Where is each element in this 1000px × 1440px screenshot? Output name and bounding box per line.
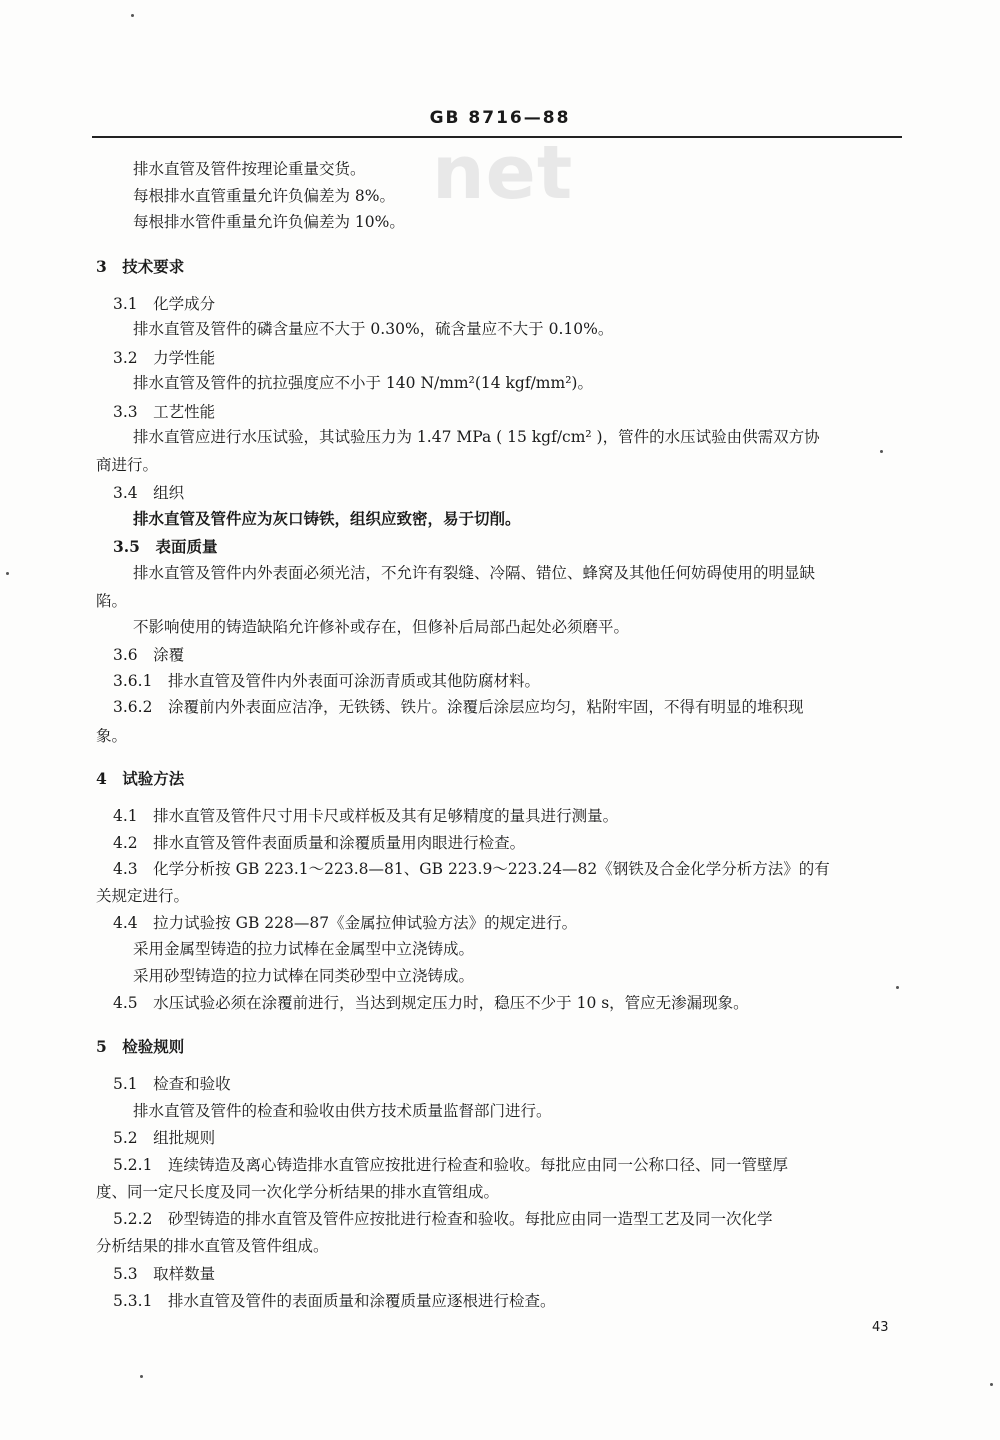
paragraph: 排水直管应进行水压试验，其试验压力为 1.47 MPa ( 15 kgf/cm² )，管件的水压试验由供需双方协: [133, 428, 820, 446]
paragraph-continuation: 度、同一定尺长度及同一次化学分析结果的排水直管组成。: [96, 1183, 500, 1201]
clause-4-3: 4.3 化学分析按 GB 223.1～223.8—81、GB 223.9～223.24—82《钢铁及合金化学分析方法》的有: [113, 860, 830, 878]
paragraph: 排水直管及管件应为灰口铸铁，组织应致密，易于切削。: [133, 509, 521, 528]
standard-code-header: GB 8716—88: [429, 108, 571, 128]
paragraph-continuation: 分析结果的排水直管及管件组成。: [96, 1237, 329, 1255]
paragraph: 排水直管及管件内外表面必须光洁，不允许有裂缝、冷隔、错位、蜂窝及其他任何妨碍使用的明显缺: [133, 564, 816, 582]
section-heading-3: 3 技术要求: [96, 257, 185, 276]
clause-3-6-1: 3.6.1 排水直管及管件内外表面可涂沥青质或其他防腐材料。: [113, 672, 540, 690]
watermark: net: [432, 130, 574, 216]
scan-speck: [140, 1375, 143, 1378]
subsection-heading-5-2: 5.2 组批规则: [113, 1129, 216, 1147]
scan-speck: [6, 572, 9, 575]
section-heading-4: 4 试验方法: [96, 769, 185, 788]
paragraph: 采用砂型铸造的拉力试棒在同类砂型中立浇铸成。: [133, 967, 475, 985]
paragraph: 排水直管及管件按理论重量交货。: [133, 160, 366, 178]
paragraph-continuation: 关规定进行。: [96, 887, 190, 905]
section-heading-5: 5 检验规则: [96, 1037, 185, 1056]
subsection-heading-3-5: 3.5 表面质量: [113, 537, 218, 556]
clause-4-5: 4.5 水压试验必须在涂覆前进行，当达到规定压力时，稳压不少于 10 s，管应无渗漏现象。: [113, 994, 749, 1012]
clause-5-2-2: 5.2.2 砂型铸造的排水直管及管件应按批进行检查和验收。每批应由同一造型工艺及同一次化学: [113, 1210, 773, 1228]
scan-speck: [896, 986, 899, 989]
paragraph: 排水直管及管件的检查和验收由供方技术质量监督部门进行。: [133, 1102, 552, 1120]
subsection-heading-5-3: 5.3 取样数量: [113, 1265, 216, 1283]
subsection-heading-3-1: 3.1 化学成分: [113, 295, 216, 313]
paragraph: 不影响使用的铸造缺陷允许修补或存在，但修补后局部凸起处必须磨平。: [133, 618, 630, 636]
paragraph-continuation: 商进行。: [96, 456, 159, 474]
scan-speck: [990, 1383, 993, 1386]
clause-4-4: 4.4 拉力试验按 GB 228—87《金属拉伸试验方法》的规定进行。: [113, 914, 578, 932]
clause-3-6-2: 3.6.2 涂覆前内外表面应洁净，无铁锈、铁片。涂覆后涂层应均匀，粘附牢固，不得有明显的堆积现: [113, 698, 804, 716]
subsection-heading-3-2: 3.2 力学性能: [113, 349, 216, 367]
page-number: 43: [872, 1320, 889, 1335]
scan-speck: [131, 14, 134, 17]
paragraph: 排水直管及管件的抗拉强度应不小于 140 N/mm²(14 kgf/mm²)。: [133, 374, 593, 392]
subsection-heading-3-3: 3.3 工艺性能: [113, 403, 216, 421]
subsection-heading-3-4: 3.4 组织: [113, 484, 185, 502]
paragraph: 采用金属型铸造的拉力试棒在金属型中立浇铸成。: [133, 940, 475, 958]
subsection-heading-3-6: 3.6 涂覆: [113, 646, 185, 664]
clause-4-2: 4.2 排水直管及管件表面质量和涂覆质量用肉眼进行检查。: [113, 834, 526, 852]
clause-4-1: 4.1 排水直管及管件尺寸用卡尺或样板及其有足够精度的量具进行测量。: [113, 807, 619, 825]
paragraph: 排水直管及管件的磷含量应不大于 0.30%，硫含量应不大于 0.10%。: [133, 320, 614, 338]
paragraph: 每根排水管件重量允许负偏差为 10%。: [133, 213, 405, 231]
paragraph: 每根排水直管重量允许负偏差为 8%。: [133, 187, 396, 205]
clause-5-2-1: 5.2.1 连续铸造及离心铸造排水直管应按批进行检查和验收。每批应由同一公称口径、同一管壁厚: [113, 1156, 788, 1174]
header-rule: [92, 136, 902, 138]
clause-5-3-1: 5.3.1 排水直管及管件的表面质量和涂覆质量应逐根进行检查。: [113, 1292, 556, 1310]
scan-speck: [880, 450, 883, 453]
paragraph-continuation: 象。: [96, 727, 128, 745]
subsection-heading-5-1: 5.1 检查和验收: [113, 1075, 231, 1093]
paragraph-continuation: 陷。: [96, 592, 128, 610]
